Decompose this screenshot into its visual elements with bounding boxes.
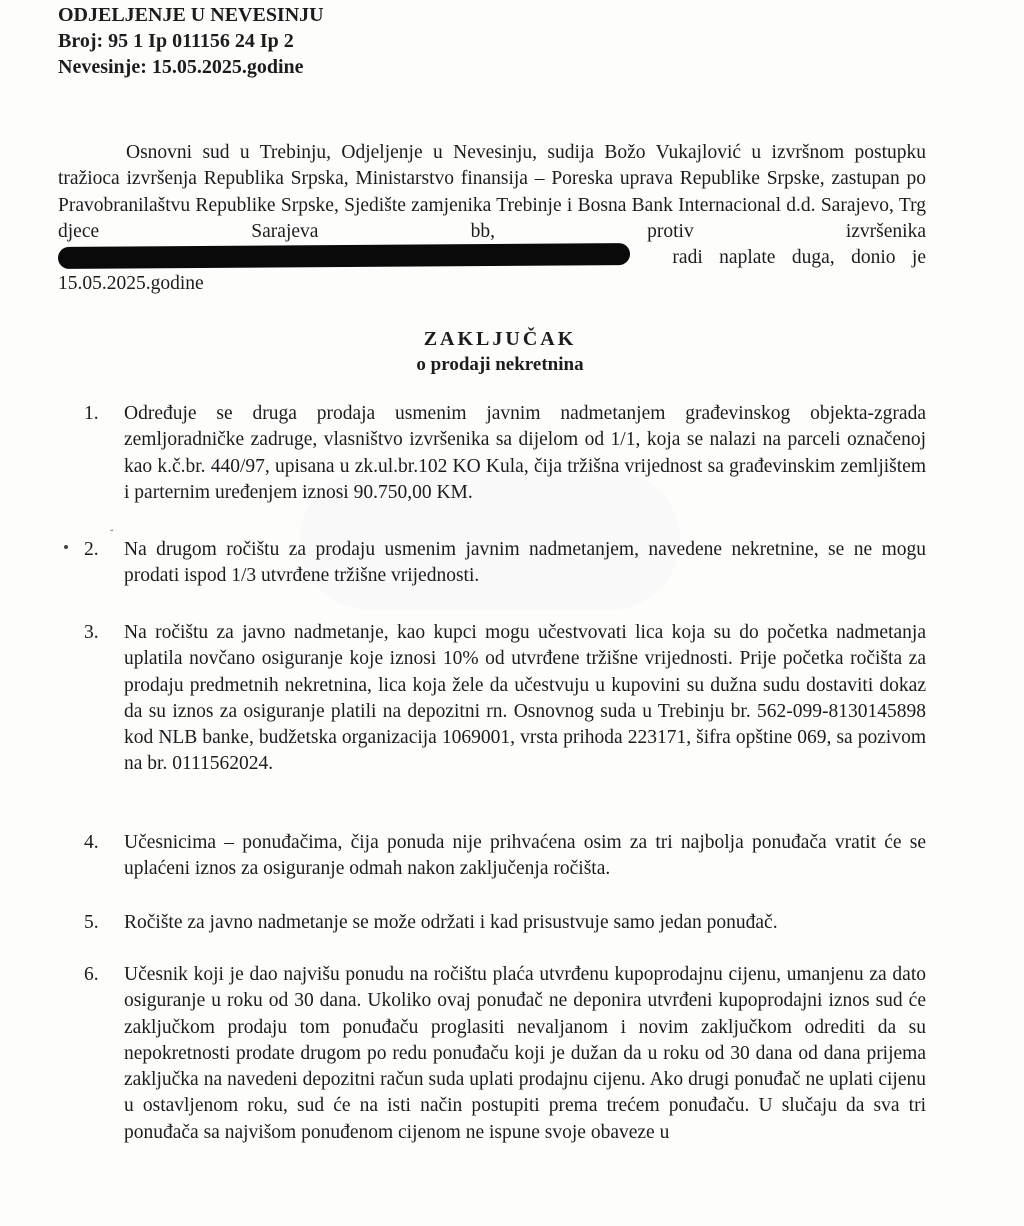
document-header	[58, 2, 324, 80]
item-number: 1.	[84, 403, 99, 424]
document-title: ZAKLJUČAK	[423, 328, 577, 350]
item-text: Učesnicima – ponuđačima, čija ponuda nije prihvaćena osim za tri najbolja ponuđača vratit će se uplaćeni iznos za osiguranje odmah nakon zaključenja ročišta.	[124, 832, 926, 880]
item-number: 4.	[84, 832, 99, 853]
item-text: Učesnik koji je dao najvišu ponudu na ročištu plaća utvrđenu kupoprodajnu cijenu, umanjenu za dato osiguranje u roku od 30 dana. Ukoliko ovaj ponuđač ne deponira utvrđeni kupoprodajni iznos sud će zaključkom prodaju tom ponuđaču proglasiti nevaljanom i novim zaključkom odrediti da su nepokretnosti prodate drugom po redu ponuđaču koji je dužan da u roku od 30 dana od dana prijema zaključka na navedeni depozitni račun suda uplati prodajnu cijenu. Ako drugi ponuđač ne uplati cijenu u ostavljenom roku, sud će na isti način postupiti prema trećem ponuđaču. U slučaju da sva tri ponuđača sa najvišom ponuđenom cijenom ne ispune svoje obaveze u	[124, 964, 926, 1143]
list-item	[84, 962, 926, 1146]
item-text: Na drugom ročištu za prodaju usmenim javnim nadmetanjem, navedene nekretnine, se ne mogu prodati ispod 1/3 utvrđene tržišne vrijednosti.	[124, 539, 926, 587]
place-date: Nevesinje: 15.05.2025.godine	[58, 56, 304, 78]
list-item	[84, 620, 926, 778]
item-number: 3.	[84, 622, 99, 643]
intro-text-end: radi naplate duga, donio je 15.05.2025.godine	[58, 247, 926, 295]
item-number: 6.	[84, 964, 99, 985]
intro-paragraph	[58, 140, 926, 298]
list-item	[84, 830, 926, 883]
department-name: ODJELJENJE U NEVESINJU	[58, 4, 324, 26]
scan-artifact-dot	[64, 545, 68, 549]
intro-text: Osnovni sud u Trebinju, Odjeljenje u Nevesinju, sudija Božo Vukajlović u izvršnom postupku tražioca izvršenja Republika Srpska, Ministarstvo finansija – Poreska uprava Republike Srpske, zastupan po Pravobranilaštvu Republike Srpske, Sjedište zamjenika Trebinje i Bosna Bank Internacional d.d. Sarajevo, Trg djece Sarajeva bb, protiv izvršenika	[58, 142, 926, 242]
list-item	[84, 401, 926, 506]
item-number: 5.	[84, 912, 99, 933]
redaction-bar	[58, 243, 630, 269]
item-number: 2.	[84, 539, 99, 560]
list-item	[84, 537, 926, 590]
document-subtitle: o prodaji nekretnina	[416, 354, 584, 375]
scan-artifact: ˇ	[110, 528, 114, 540]
case-number: Broj: 95 1 Ip 011156 24 Ip 2	[58, 30, 294, 52]
title-block	[300, 326, 700, 378]
item-text: Na ročištu za javno nadmetanje, kao kupci mogu učestvovati lica koja su do početka nadmetanja uplatila novčano osiguranje koje iznosi 10% od utvrđene tržišne vrijednosti. Prije početka ročišta za prodaju predmetnih nekretnina, lica koja žele da učestvuju u kupovini su dužna sudu dostaviti dokaz da su iznos za osiguranje platili na depozitni rn. Osnovnog suda u Trebinju br. 562-099-8130145898 kod NLB banke, budžetska organizacija 1069001, vrsta prihoda 223171, šifra opštine 069, sa pozivom na br. 0111562024.	[124, 622, 926, 775]
item-text: Određuje se druga prodaja usmenim javnim nadmetanjem građevinskog objekta-zgrada zemljoradničke zadruge, vlasništvo izvršenika sa dijelom od 1/1, koja se nalazi na parceli označenoj kao k.č.br. 440/97, upisana u zk.ul.br.102 KO Kula, čija tržišna vrijednost sa građevinskim zemljištem i parternim uređenjem iznosi 90.750,00 KM.	[124, 403, 926, 503]
list-item	[84, 910, 926, 936]
item-text: Ročište za javno nadmetanje se može održati i kad prisustvuje samo jedan ponuđač.	[124, 912, 778, 933]
